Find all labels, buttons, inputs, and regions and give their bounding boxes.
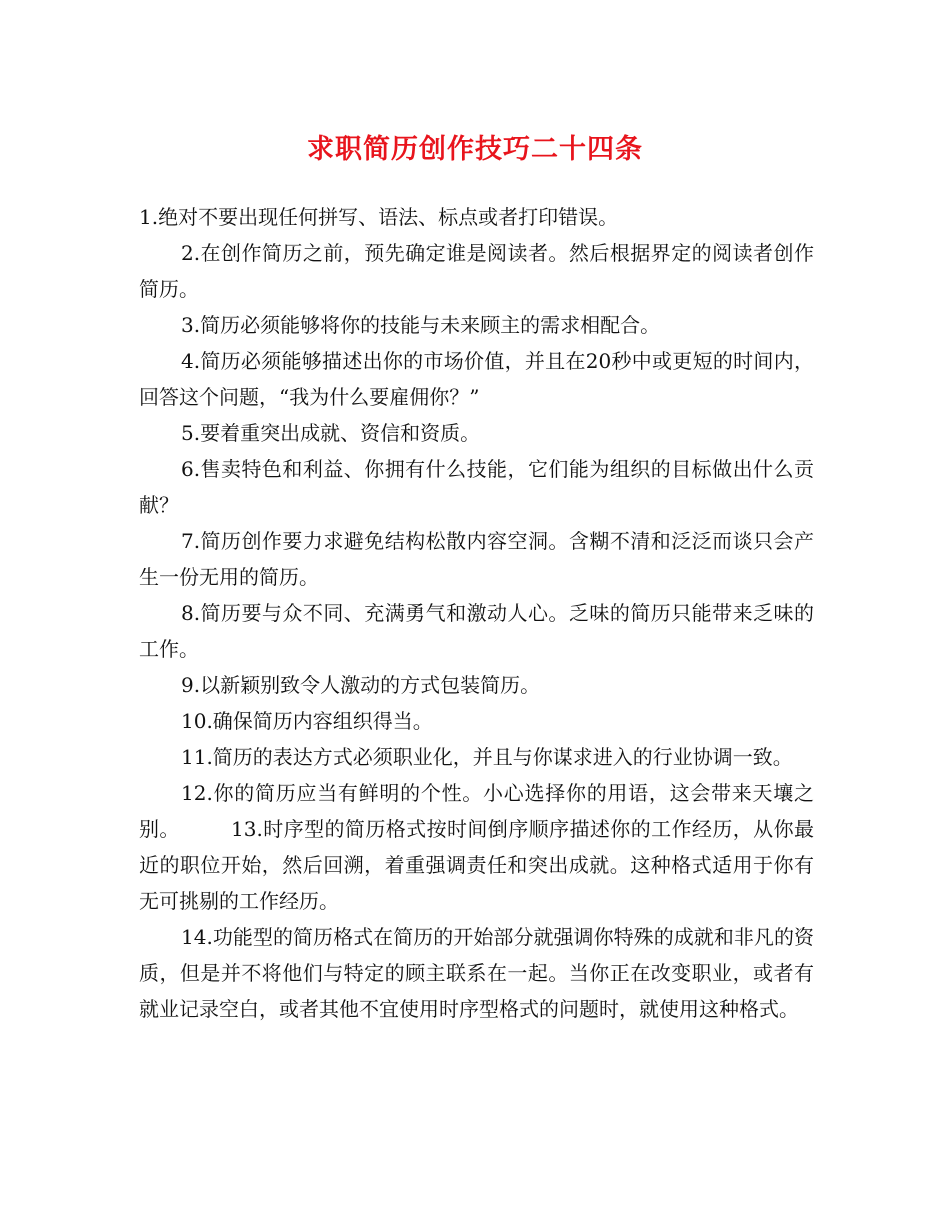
paragraph-9: 9.以新颖别致令人激动的方式包装简历。 — [181, 673, 541, 697]
paragraph-2: 2.在创作简历之前，预先确定谁是阅读者。然后根据界定的阅读者创作简历。 — [139, 241, 814, 301]
document-title: 求职简历创作技巧二十四条 — [307, 134, 643, 165]
paragraph-4: 4.简历必须能够描述出你的市场价值，并且在20秒中或更短的时间内，回答这个问题，“我为什么要雇佣你？” — [139, 349, 814, 409]
paragraph-5: 5.要着重突出成就、资信和资质。 — [181, 421, 481, 445]
paragraph-8: 8.简历要与众不同、充满勇气和激动人心。乏味的简历只能带来乏味的工作。 — [139, 601, 814, 661]
paragraph-14: 14.功能型的简历格式在简历的开始部分就强调你特殊的成就和非凡的资质，但是并不将他们与特定的顾主联系在一起。当你正在改变职业，或者有就业记录空白，或者其他不宜使用时序型格式的问题时，就使用这种格式。 — [139, 925, 814, 1021]
paragraph-3: 3.简历必须能够将你的技能与未来顾主的需求相配合。 — [181, 313, 661, 337]
paragraph-7: 7.简历创作要力求避免结构松散内容空洞。含糊不清和泛泛而谈只会产生一份无用的简历。 — [139, 529, 814, 589]
paragraph-1: 1.绝对不要出现任何拼写、语法、标点或者打印错误。 — [139, 205, 619, 229]
paragraph-11: 11.简历的表达方式必须职业化，并且与你谋求进入的行业协调一致。 — [181, 745, 793, 769]
document-body — [139, 199, 814, 1027]
paragraph-12: 12.你的简历应当有鲜明的个性。小心选择你的用语，这会带来天壤之别。 13.时序型的简历格式按时间倒序顺序描述你的工作经历，从你最近的职位开始，然后回溯，着重强调责任和突出成就。这种格式适用于你有无可挑剔的工作经历。 — [139, 781, 814, 913]
paragraph-10: 10.确保简历内容组织得当。 — [181, 709, 433, 733]
paragraph-6: 6.售卖特色和利益、你拥有什么技能，它们能为组织的目标做出什么贡献？ — [139, 457, 814, 517]
